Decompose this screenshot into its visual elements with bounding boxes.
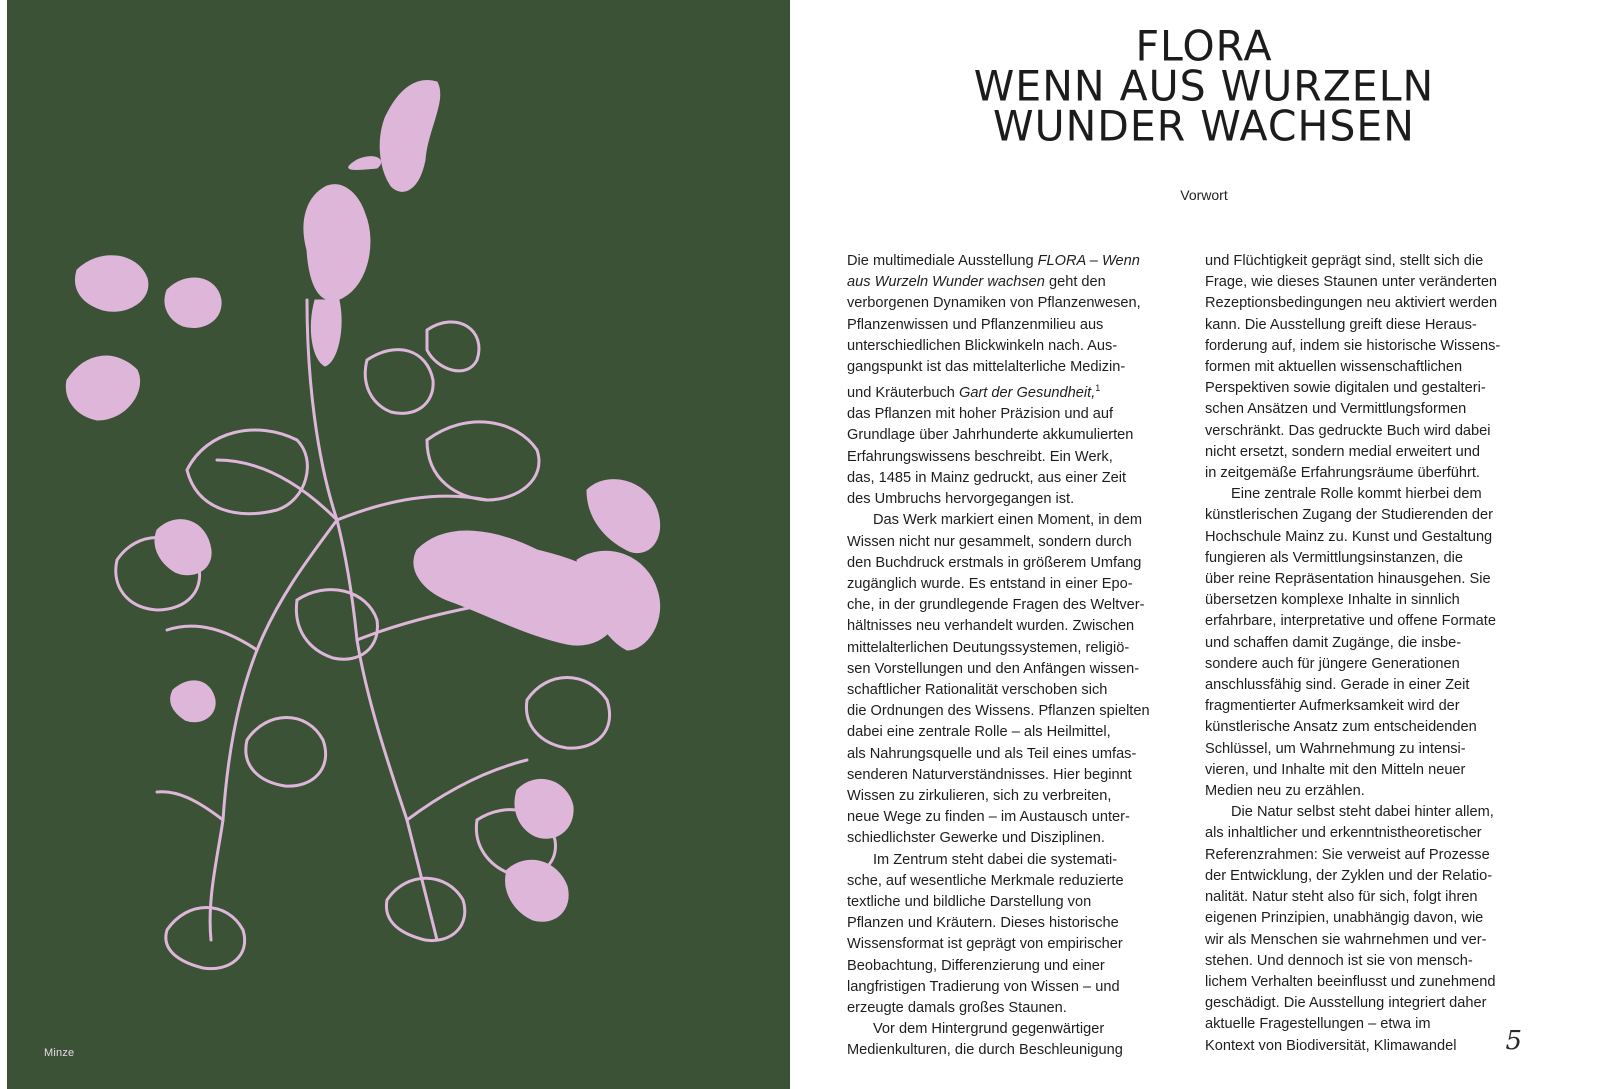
col1-line: Vor dem Hintergrund gegenwärtiger bbox=[873, 1021, 1105, 1038]
col1-line: Beobachtung, Differenzierung und einer bbox=[847, 957, 1105, 974]
col2-line: künstlerische Ansatz zum entscheidenden bbox=[1205, 719, 1477, 736]
col2-line: Rezeptionsbedingungen neu aktiviert werden bbox=[1205, 295, 1498, 312]
col2-line: geschädigt. Die Ausstellung integriert daher bbox=[1205, 995, 1487, 1012]
col2-line: Schlüssel, um Wahrnehmung zu intensi- bbox=[1205, 740, 1466, 757]
col1-line: Pflanzenwissen und Pflanzenmilieu aus bbox=[847, 316, 1104, 333]
col1-line: unterschiedlichen Blickwinkeln nach. Aus- bbox=[847, 337, 1118, 354]
page-number: 5 bbox=[1505, 1026, 1522, 1056]
col1-line: textliche und bildliche Darstellung von bbox=[847, 893, 1092, 910]
col2-line: nalität. Natur steht also für sich, folgt ihren bbox=[1205, 889, 1478, 906]
col2-line: verschränkt. Das gedruckte Buch wird dabei bbox=[1205, 422, 1491, 439]
text-column-1 bbox=[847, 251, 1181, 1062]
col2-line: kann. Die Ausstellung greift diese Heraus- bbox=[1205, 316, 1477, 333]
col1-line: Wissen nicht nur gesammelt, sondern durch bbox=[847, 533, 1132, 550]
col1-line-1: aus Wurzeln Wunder wachsen geht den bbox=[847, 274, 1106, 291]
col1-line: zugänglich wurde. Es entstand in einer Epo- bbox=[847, 575, 1133, 592]
col2-line: anschlussfähig sind. Gerade in einer Zeit bbox=[1205, 677, 1470, 694]
col2-line: aktuelle Fragestellungen – etwa im bbox=[1205, 1016, 1431, 1033]
col1-line: als Nahrungsquelle und als Teil eines umfas- bbox=[847, 745, 1137, 762]
col1-line: schiedlichster Gewerke und Disziplinen. bbox=[847, 830, 1105, 847]
col2-line: sondere auch für jüngere Generationen bbox=[1205, 655, 1460, 672]
col2-line: Hochschule Mainz zu. Kunst und Gestaltung bbox=[1205, 528, 1493, 545]
col2-line: schen Ansätzen und Vermittlungsformen bbox=[1205, 401, 1467, 418]
col1-line: che, in der grundlegende Fragen des Weltver- bbox=[847, 597, 1145, 614]
col2-line: formen mit aktuellen wissenschaftlichen bbox=[1205, 359, 1463, 376]
col1-line: Im Zentrum steht dabei die systemati- bbox=[873, 851, 1118, 868]
col2-line: vieren, und Inhalte mit den Mitteln neuer bbox=[1205, 761, 1466, 778]
col2-line: wir als Menschen sie wahrnehmen und ver- bbox=[1205, 931, 1487, 948]
mint-plant-illustration bbox=[7, 0, 790, 1089]
col1-line: mittelalterlichen Deutungssystemen, religiö- bbox=[847, 639, 1130, 656]
col1-line: gangspunkt ist das mittelalterliche Medizin- bbox=[847, 359, 1126, 376]
right-page-text bbox=[790, 0, 1618, 1089]
col2-line: über reine Repräsentation hinausgehen. Sie bbox=[1205, 571, 1491, 588]
col1-line: senderen Naturverständnisses. Hier beginnt bbox=[847, 766, 1132, 783]
col1-line: Medienkulturen, die durch Beschleunigung bbox=[847, 1042, 1123, 1059]
col1-line: des Umbruchs hervorgegangen ist. bbox=[847, 491, 1075, 508]
col2-line: in zeitgemäße Erfahrungsräume überführt. bbox=[1205, 465, 1480, 482]
col1-line: schaftlicher Rationalität verschoben sich bbox=[847, 681, 1108, 698]
title-line-1: FLORA bbox=[1135, 21, 1273, 71]
col1-line: das, 1485 in Mainz gedruckt, aus einer Zeit bbox=[847, 469, 1127, 486]
col1-line: das Pflanzen mit hoher Präzision und auf bbox=[847, 406, 1114, 423]
col2-line: Eine zentrale Rolle kommt hierbei dem bbox=[1231, 486, 1482, 503]
col2-line: der Entwicklung, der Zyklen und der Relatio- bbox=[1205, 867, 1493, 884]
col2-line: nicht ersetzt, sondern medial erweitert und bbox=[1205, 443, 1480, 460]
title-line-2: WENN AUS WURZELN bbox=[973, 61, 1435, 111]
col2-line: Referenzrahmen: Sie verweist auf Prozesse bbox=[1205, 846, 1490, 863]
col2-line: erfahrbare, interpretative und offene Formate bbox=[1205, 613, 1496, 630]
col2-line: als inhaltlicher und erkenntnistheoretischer bbox=[1205, 825, 1482, 842]
col1-line: dabei eine zentrale Rolle – als Heilmittel, bbox=[847, 724, 1111, 741]
left-page-illustration bbox=[7, 0, 790, 1089]
col1-line: die Ordnungen des Wissens. Pflanzen spielten bbox=[847, 703, 1150, 720]
col2-line: Medien neu zu erzählen. bbox=[1205, 783, 1365, 800]
col1-line: Erfahrungswissens beschreibt. Ein Werk, bbox=[847, 448, 1113, 465]
col1-line: Pflanzen und Kräutern. Dieses historische bbox=[847, 915, 1119, 932]
col2-line: übersetzen komplexe Inhalte in sinnlich bbox=[1205, 592, 1460, 609]
col2-line: Frage, wie dieses Staunen unter veränderten bbox=[1205, 274, 1498, 291]
col1-line: Wissensformat ist geprägt von empirischer bbox=[847, 936, 1123, 953]
col2-line: fungieren als Vermittlungsinstanzen, die bbox=[1205, 549, 1463, 566]
col2-line: eigenen Prinzipien, unabhängig davon, wie bbox=[1205, 910, 1484, 927]
page-title bbox=[790, 21, 1618, 151]
col1-line-6: und Kräuterbuch Gart der Gesundheit,$^1$ bbox=[847, 383, 1101, 402]
col2-line: Kontext von Biodiversität, Klimawandel bbox=[1205, 1037, 1457, 1054]
col2-line: stehen. Und dennoch ist sie von mensch- bbox=[1205, 952, 1473, 969]
col2-line: forderung auf, indem sie historische Wissens- bbox=[1205, 337, 1501, 354]
col1-line: verborgenen Dynamiken von Pflanzenwesen, bbox=[847, 295, 1141, 312]
col2-line: und Flüchtigkeit geprägt sind, stellt sich die bbox=[1205, 253, 1484, 269]
col1-line: sche, auf wesentliche Merkmale reduzierte bbox=[847, 872, 1124, 889]
col2-line: und schaffen damit Zugänge, die insbe- bbox=[1205, 634, 1462, 651]
col1-line: Grundlage über Jahrhunderte akkumulierten bbox=[847, 427, 1134, 444]
col2-line: lichem Verhalten beeinflusst und zunehmend bbox=[1205, 973, 1496, 990]
col1-line: hältnisses neu verhandelt wurden. Zwischen bbox=[847, 618, 1135, 635]
col1-line-0: Die multimediale Ausstellung FLORA – Wenn bbox=[847, 253, 1140, 269]
title-line-3: WUNDER WACHSEN bbox=[993, 101, 1415, 151]
col2-line: Die Natur selbst steht dabei hinter allem, bbox=[1231, 804, 1494, 821]
col1-line: neue Wege zu finden – im Austausch unter- bbox=[847, 809, 1130, 826]
illustration-caption: Minze bbox=[44, 1047, 75, 1059]
col2-line: Perspektiven sowie digitalen und gestalteri- bbox=[1205, 380, 1486, 397]
col2-line: künstlerischen Zugang der Studierenden der bbox=[1205, 507, 1494, 524]
text-column-2 bbox=[1205, 251, 1539, 1057]
col1-line: den Buchdruck erstmals in größerem Umfang bbox=[847, 554, 1142, 571]
col1-line: erzeugte damals großes Staunen. bbox=[847, 999, 1067, 1016]
col1-line: sen Vorstellungen und den Anfängen wissen- bbox=[847, 660, 1140, 677]
section-subtitle: Vorwort bbox=[1180, 187, 1228, 203]
col2-line: fragmentierter Aufmerksamkeit wird der bbox=[1205, 698, 1460, 715]
col1-line: Das Werk markiert einen Moment, in dem bbox=[873, 512, 1142, 529]
col1-line: langfristigen Tradierung von Wissen – und bbox=[847, 978, 1120, 995]
col1-line: Wissen zu zirkulieren, sich zu verbreiten, bbox=[847, 787, 1112, 804]
